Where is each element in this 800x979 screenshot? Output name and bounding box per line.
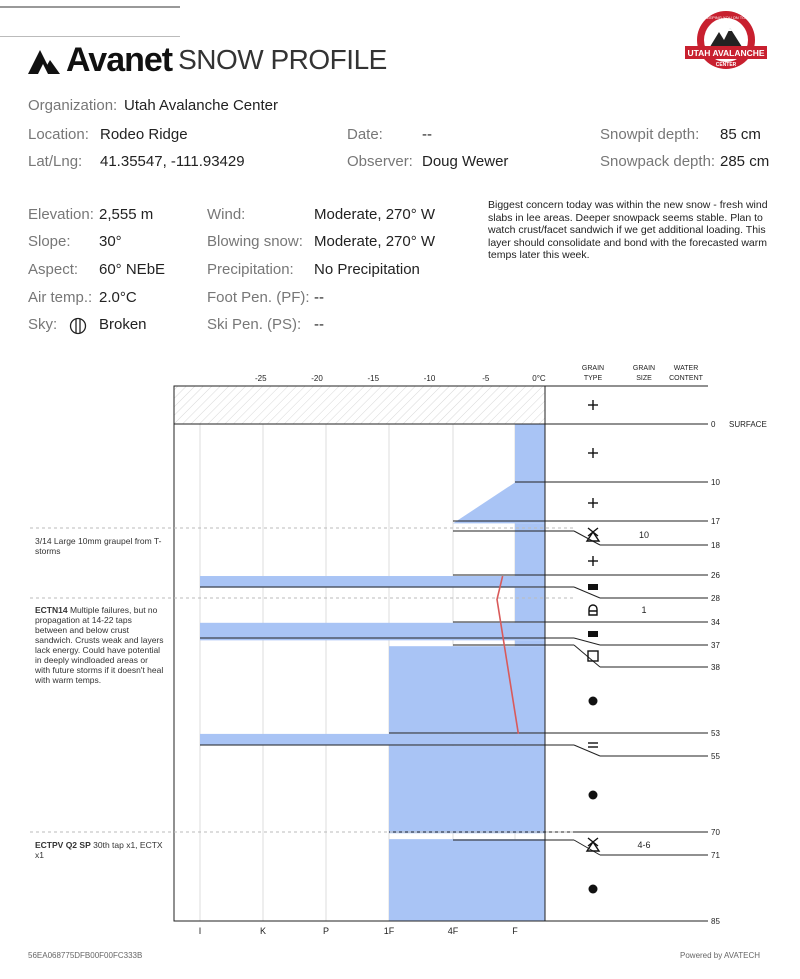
top-rule-thin xyxy=(0,36,180,37)
column-header: GRAIN xyxy=(632,365,656,372)
sky-label: Sky: xyxy=(28,316,58,333)
uac-logo xyxy=(683,10,769,72)
hardness-bar xyxy=(389,839,545,921)
column-header: WATER xyxy=(673,365,699,372)
column-header: CONTENT xyxy=(669,375,703,382)
depth-label: 10 xyxy=(711,478,720,487)
hardness-bar xyxy=(389,746,545,834)
depth-label: 37 xyxy=(711,641,720,650)
depth-label: 38 xyxy=(711,663,720,672)
depth-label: 53 xyxy=(711,729,720,738)
hardness-bar xyxy=(200,576,545,588)
ski-pen-label: Ski Pen. (PS): xyxy=(207,316,302,333)
surface-hoar-icon xyxy=(587,528,599,541)
wind-label: Wind: xyxy=(207,206,246,223)
grain-size-label: 4-6 xyxy=(637,840,651,850)
foot-pen-value: -- xyxy=(314,289,324,306)
powered-by: Powered by AVATECH xyxy=(680,951,761,960)
layer-connector xyxy=(574,645,600,667)
date-value: -- xyxy=(422,126,432,143)
wind-value: Moderate, 270° W xyxy=(314,206,436,223)
column-header: GRAIN xyxy=(581,365,605,372)
snowpack-depth-value: 285 cm xyxy=(720,153,770,170)
air-temp-label: Air temp.: xyxy=(28,289,93,306)
date-label: Date: xyxy=(347,126,383,143)
layer-note: ECTPV Q2 SP 30th tap x1, ECTX x1 xyxy=(35,840,163,860)
sky-value: Broken xyxy=(99,316,147,333)
crust-icon xyxy=(588,631,598,637)
logo-subtext: CENTER xyxy=(715,62,737,68)
hardness-tick-label: I xyxy=(198,926,202,936)
surface-label: SURFACE xyxy=(729,420,767,429)
latlng-label: Lat/Lng: xyxy=(28,153,83,170)
facet-icon xyxy=(588,651,598,661)
rounded-grain-icon xyxy=(589,791,598,800)
foot-pen-label: Foot Pen. (PF): xyxy=(207,289,310,306)
rounded-grain-icon xyxy=(589,697,598,706)
temp-tick-label: -5 xyxy=(482,374,490,383)
slope-label: Slope: xyxy=(28,233,71,250)
depth-label: 55 xyxy=(711,752,720,761)
depth-label: 85 xyxy=(711,917,720,926)
aspect-label: Aspect: xyxy=(28,261,79,278)
depth-label: 17 xyxy=(711,517,720,526)
hardness-bar xyxy=(200,734,545,746)
depth-label: 71 xyxy=(711,851,720,860)
ski-pen-value: -- xyxy=(314,316,324,333)
slope-value: 30° xyxy=(99,233,122,250)
crust-icon xyxy=(588,584,598,590)
temp-tick-label: -20 xyxy=(311,374,323,383)
hardness-bar xyxy=(389,646,545,734)
depth-label: 28 xyxy=(711,594,720,603)
layer-connector xyxy=(574,638,600,645)
brand-name: Avanet xyxy=(66,40,173,79)
broken-sky-icon xyxy=(69,317,87,335)
observer-value: Doug Wewer xyxy=(422,153,509,170)
column-header: TYPE xyxy=(583,375,603,382)
location-label: Location: xyxy=(28,126,89,143)
column-header: SIZE xyxy=(636,375,652,382)
brand-logo xyxy=(28,40,387,80)
aspect-value: 60° NEbE xyxy=(99,261,166,278)
temp-tick-label: -10 xyxy=(423,374,436,383)
profile-id: 56EA068775DFB00F00FC333B xyxy=(28,951,143,960)
avanet-mountain-icon xyxy=(28,44,62,76)
hardness-bar xyxy=(515,424,545,482)
organization-label: Organization: xyxy=(28,97,118,114)
snowpack-depth-label: Snowpack depth: xyxy=(600,153,716,170)
snowpit-depth-value: 85 cm xyxy=(720,126,761,143)
profile-comment: Biggest concern today was within the new snow - fresh wind slabs in lee areas. Deeper snowpack seems stable. Plan to watch crust/facet sandwich if we get additional loading. This layer should consolidate and bond with the forecasted warm temps later this week. xyxy=(488,199,768,261)
layer-connector xyxy=(574,531,600,545)
logo-text: UTAH AVALANCHE xyxy=(687,48,765,58)
organization-value: Utah Avalanche Center xyxy=(124,97,278,114)
logo-arc-text: KEEPING YOU ON TOP xyxy=(704,15,748,20)
rounded-grain-icon xyxy=(589,885,598,894)
elevation-value: 2,555 m xyxy=(99,206,154,223)
grain-size-label: 1 xyxy=(641,605,647,615)
depth-label: 34 xyxy=(711,618,720,627)
snow-profile-chart xyxy=(0,360,800,940)
rounding-facet-icon xyxy=(589,605,597,615)
precipitation-value: No Precipitation xyxy=(314,261,420,278)
elevation-label: Elevation: xyxy=(28,206,94,223)
hardness-tick-label: K xyxy=(259,926,267,936)
surface-hoar-icon xyxy=(587,838,599,851)
layer-note: 3/14 Large 10mm graupel from T-storms xyxy=(35,536,162,556)
hardness-bar xyxy=(453,482,545,523)
above-surface-hatch xyxy=(174,386,545,424)
top-rule xyxy=(0,6,180,8)
observer-label: Observer: xyxy=(347,153,413,170)
hardness-tick-label: F xyxy=(512,926,518,936)
blowing-snow-label: Blowing snow: xyxy=(207,233,303,250)
hardness-tick-label: 4F xyxy=(447,926,459,936)
layer-note: ECTN14 Multiple failures, but no propagation at 14-22 taps between and below crust sandwich. Crusts weak and layers lack energy. Could have potential in deeply windloaded areas or with future storms if it doesn't heal with warm temps. xyxy=(35,605,164,685)
temp-tick-label: -25 xyxy=(254,374,267,383)
location-value: Rodeo Ridge xyxy=(100,126,188,143)
brand-subtitle: SNOW PROFILE xyxy=(178,44,387,75)
depth-label: 0 xyxy=(711,420,716,429)
depth-label: 26 xyxy=(711,571,720,580)
hardness-bar xyxy=(515,588,545,623)
snowpit-depth-label: Snowpit depth: xyxy=(600,126,700,143)
depth-label: 70 xyxy=(711,828,720,837)
air-temp-value: 2.0°C xyxy=(99,289,137,306)
precipitation-label: Precipitation: xyxy=(207,261,294,278)
depth-label: 18 xyxy=(711,541,720,550)
temp-tick-label: -15 xyxy=(367,374,380,383)
latlng-value: 41.35547, -111.93429 xyxy=(100,153,245,170)
grain-size-label: 10 xyxy=(638,530,650,540)
hardness-tick-label: 1F xyxy=(383,926,395,936)
hardness-tick-label: P xyxy=(322,926,330,936)
temp-tick-label: 0°C xyxy=(532,374,546,383)
blowing-snow-value: Moderate, 270° W xyxy=(314,233,436,250)
